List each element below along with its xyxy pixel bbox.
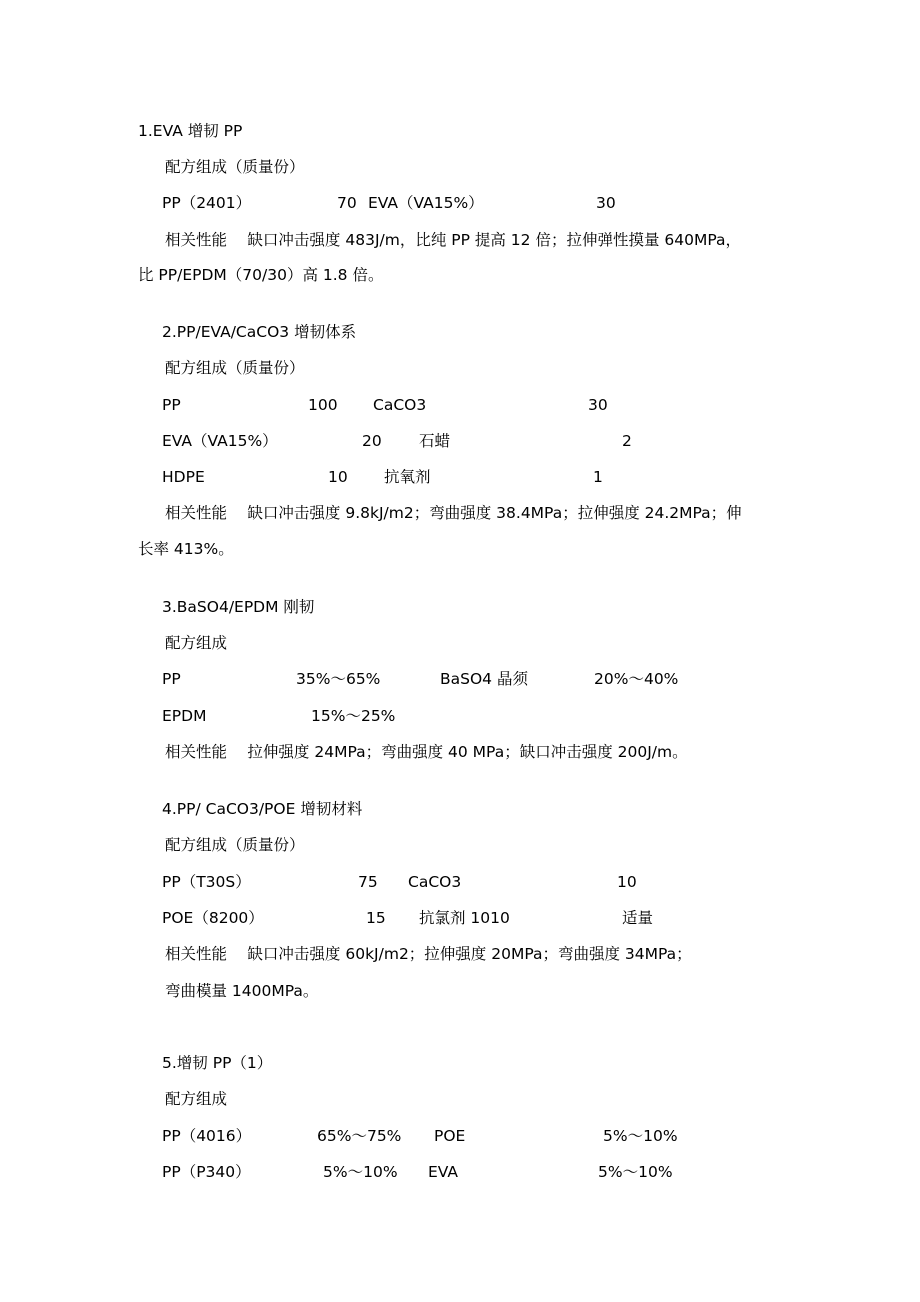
- section-2-row-2-value-2: 2: [622, 432, 632, 450]
- section-2-row-1-name-2: CaCO3: [373, 396, 427, 414]
- section-3-title: 3.BaSO4/EPDM 刚韧: [162, 598, 315, 616]
- section-2-title: 2.PP/EVA/CaCO3 增韧体系: [162, 323, 357, 341]
- section-2-row-3-value-2: 1: [593, 468, 603, 486]
- section-3-row-2-value-1: 15%～25%: [311, 707, 396, 725]
- section-4-title: 4.PP/ CaCO3/POE 增韧材料: [162, 800, 363, 818]
- section-2-formula-label: 配方组成（质量份）: [165, 359, 305, 377]
- section-3-row-1-value-1: 35%～65%: [296, 670, 381, 688]
- section-1-properties-cont: 比 PP/EPDM（70/30）高 1.8 倍。: [138, 266, 384, 284]
- section-4-properties-cont: 弯曲模量 1400MPa。: [165, 982, 319, 1000]
- section-2-properties: 相关性能 缺口冲击强度 9.8kJ/m2；弯曲强度 38.4MPa；拉伸强度 24.2MPa；伸: [165, 504, 742, 522]
- section-2-row-1-value-1: 100: [308, 396, 338, 414]
- section-2-row-3-name-2: 抗氧剂: [384, 468, 431, 486]
- section-1-title: 1.EVA 增韧 PP: [138, 122, 243, 140]
- section-4-formula-label: 配方组成（质量份）: [165, 836, 305, 854]
- section-4-row-2-value-2: 适量: [622, 909, 654, 927]
- section-1-properties: 相关性能 缺口冲击强度 483J/m，比纯 PP 提高 12 倍；拉伸弹性摸量 640MPa，: [165, 231, 741, 249]
- section-5-row-1-value-1: 65%～75%: [317, 1127, 402, 1145]
- section-3-row-1-name-2: BaSO4 晶须: [440, 670, 528, 688]
- section-5-formula-label: 配方组成: [165, 1090, 228, 1108]
- section-2-properties-cont: 长率 413%。: [138, 540, 234, 558]
- section-5-row-1-name-1: PP（4016）: [162, 1127, 252, 1145]
- section-2-row-1-value-2: 30: [588, 396, 608, 414]
- section-5-row-2-name-2: EVA: [428, 1163, 459, 1181]
- section-5-row-1-name-2: POE: [434, 1127, 466, 1145]
- section-5-title: 5.增韧 PP（1）: [162, 1054, 273, 1072]
- section-3-row-2-name-1: EPDM: [162, 707, 207, 725]
- section-4-row-1-value-1: 75: [358, 873, 378, 891]
- section-1-row-1-name-1: PP（2401）: [162, 194, 252, 212]
- section-1-formula-label: 配方组成（质量份）: [165, 158, 305, 176]
- section-5-row-2-value-1: 5%～10%: [323, 1163, 398, 1181]
- section-1-row-1-value-1: 70: [337, 194, 357, 212]
- section-1-row-1-name-2: EVA（VA15%）: [368, 194, 484, 212]
- section-3-row-1-value-2: 20%～40%: [594, 670, 679, 688]
- section-4-properties: 相关性能 缺口冲击强度 60kJ/m2；拉伸强度 20MPa；弯曲强度 34MPa；: [165, 945, 692, 963]
- section-4-row-2-name-2: 抗氯剂 1010: [419, 909, 510, 927]
- section-4-row-2-name-1: POE（8200）: [162, 909, 264, 927]
- section-2-row-3-value-1: 10: [328, 468, 348, 486]
- section-3-formula-label: 配方组成: [165, 634, 228, 652]
- section-2-row-2-name-1: EVA（VA15%）: [162, 432, 278, 450]
- section-4-row-1-name-2: CaCO3: [408, 873, 462, 891]
- section-5-row-2-value-2: 5%～10%: [598, 1163, 673, 1181]
- section-2-row-2-value-1: 20: [362, 432, 382, 450]
- section-4-row-1-name-1: PP（T30S）: [162, 873, 251, 891]
- section-3-row-1-name-1: PP: [162, 670, 181, 688]
- section-5-row-1-value-2: 5%～10%: [603, 1127, 678, 1145]
- section-4-row-1-value-2: 10: [617, 873, 637, 891]
- section-1-row-1-value-2: 30: [596, 194, 616, 212]
- section-4-row-2-value-1: 15: [366, 909, 386, 927]
- section-3-properties: 相关性能 拉伸强度 24MPa；弯曲强度 40 MPa；缺口冲击强度 200J/m。: [165, 743, 688, 761]
- section-2-row-3-name-1: HDPE: [162, 468, 205, 486]
- section-2-row-2-name-2: 石蜡: [419, 432, 451, 450]
- section-2-row-1-name-1: PP: [162, 396, 181, 414]
- section-5-row-2-name-1: PP（P340）: [162, 1163, 251, 1181]
